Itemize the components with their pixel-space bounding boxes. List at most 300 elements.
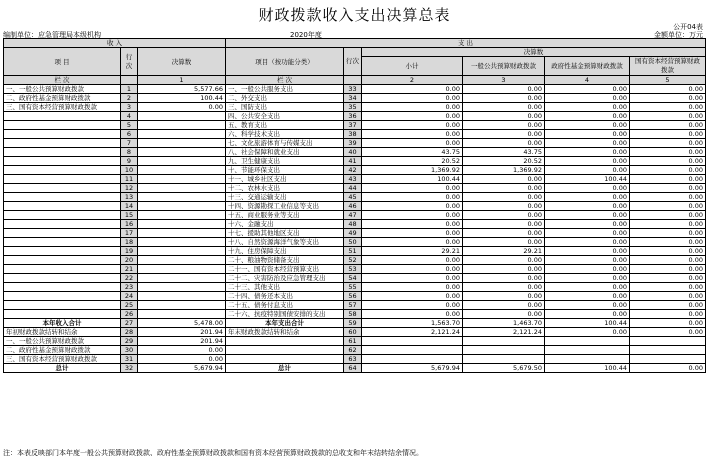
expense-subtotal: 0.00 [362,121,463,130]
table-row [4,112,706,121]
expense-subtotal: 0.00 [362,238,463,247]
col-label: 栏 次 [4,76,121,85]
table-row [4,256,706,265]
table-row [4,175,706,184]
expense-gov: 0.00 [545,139,630,148]
expense-item: 十六、金融支出 [226,220,344,229]
table-row [4,292,706,301]
expense-item: 六、科学技术支出 [226,130,344,139]
row-no2-header: 行次 [344,48,362,76]
gen-header: 一般公共预算财政拨款 [463,57,545,76]
table-row [4,130,706,139]
expense-row-no: 52 [344,256,362,265]
expense-gen [463,355,545,364]
income-item [4,166,121,175]
expense-gen: 0.00 [463,85,545,94]
expense-item: 七、文化旅游体育与传媒支出 [226,139,344,148]
expense-state: 0.00 [630,274,706,283]
income-value: 0.00 [138,346,226,355]
expense-group-header: 决算数 [362,48,706,57]
income-value [138,211,226,220]
expense-gen: 0.00 [463,202,545,211]
table-row [4,346,706,355]
expense-row-no: 60 [344,328,362,337]
expense-item: 二、外交支出 [226,94,344,103]
table-row [4,85,706,94]
income-row-no: 20 [121,256,138,265]
expense-gov: 0.00 [545,148,630,157]
table-row [4,328,706,337]
expense-row-no: 37 [344,121,362,130]
expense-state: 0.00 [630,202,706,211]
income-item: 年初财政拨款结转和结余 [4,328,121,337]
income-row-no: 14 [121,202,138,211]
expense-item: 一、一般公共服务支出 [226,85,344,94]
table-row [4,247,706,256]
expense-subtotal: 0.00 [362,283,463,292]
col-1: 1 [138,76,226,85]
expense-item: 年末财政拨款结转和结余 [226,328,344,337]
income-row-no: 19 [121,247,138,256]
expense-state: 0.00 [630,121,706,130]
income-row-no: 30 [121,346,138,355]
table-row [4,184,706,193]
gov-header: 政府性基金预算财政拨款 [545,57,630,76]
income-header: 收 入 [4,39,226,48]
expense-state: 0.00 [630,247,706,256]
income-row-no: 25 [121,301,138,310]
expense-item: 二十五、债务付息支出 [226,301,344,310]
expense-row-no: 54 [344,274,362,283]
income-item: 总计 [4,364,121,373]
income-row-no: 26 [121,310,138,319]
income-value [138,148,226,157]
column-label-row [4,76,706,85]
expense-gen: 0.00 [463,121,545,130]
income-value [138,193,226,202]
expense-row-no: 40 [344,148,362,157]
expense-subtotal: 29.21 [362,247,463,256]
income-row-no: 29 [121,337,138,346]
expense-gov: 0.00 [545,238,630,247]
income-value [138,247,226,256]
income-row-no: 16 [121,220,138,229]
income-item [4,274,121,283]
expense-subtotal: 0.00 [362,202,463,211]
expense-gen: 0.00 [463,283,545,292]
income-item [4,130,121,139]
expense-item: 十三、交通运输支出 [226,193,344,202]
income-item [4,247,121,256]
expense-gov: 0.00 [545,94,630,103]
income-value: 5,478.00 [138,319,226,328]
expense-gen: 1,369.92 [463,166,545,175]
table-row [4,121,706,130]
expense-gen: 0.00 [463,139,545,148]
expense-row-no: 50 [344,238,362,247]
expense-item: 本年支出合计 [226,319,344,328]
table-row [4,103,706,112]
expense-item: 八、社会保障和就业支出 [226,148,344,157]
income-row-no: 3 [121,103,138,112]
income-value [138,175,226,184]
income-item [4,148,121,157]
expense-row-no: 38 [344,130,362,139]
expense-state: 0.00 [630,301,706,310]
expense-state: 0.00 [630,292,706,301]
expense-row-no: 64 [344,364,362,373]
expense-subtotal: 0.00 [362,112,463,121]
expense-state: 0.00 [630,220,706,229]
expense-gov: 0.00 [545,211,630,220]
income-value [138,238,226,247]
expense-state: 0.00 [630,238,706,247]
expense-item: 二十二、灾害防治及应急管理支出 [226,274,344,283]
expense-state: 0.00 [630,211,706,220]
expense-state: 0.00 [630,166,706,175]
expense-gen: 0.00 [463,229,545,238]
expense-item: 二十四、债务还本支出 [226,292,344,301]
income-item [4,238,121,247]
table-row [4,337,706,346]
expense-row-no: 61 [344,337,362,346]
expense-gen: 0.00 [463,103,545,112]
expense-gen: 0.00 [463,265,545,274]
expense-subtotal: 2,121.24 [362,328,463,337]
expense-gen: 0.00 [463,256,545,265]
income-item [4,310,121,319]
expense-row-no: 43 [344,175,362,184]
expense-subtotal [362,355,463,364]
expense-row-no: 41 [344,157,362,166]
expense-state: 0.00 [630,265,706,274]
income-value [138,157,226,166]
expense-gov: 0.00 [545,301,630,310]
item-func-header: 项目（按功能分类） [226,48,344,76]
income-row-no: 18 [121,238,138,247]
expense-subtotal: 0.00 [362,220,463,229]
income-row-no: 7 [121,139,138,148]
expense-state: 0.00 [630,283,706,292]
income-row-no: 9 [121,157,138,166]
expense-item [226,355,344,364]
income-row-no: 11 [121,175,138,184]
income-item [4,157,121,166]
expense-gov: 0.00 [545,328,630,337]
expense-item: 四、公共安全支出 [226,112,344,121]
expense-gov: 0.00 [545,121,630,130]
table-row [4,274,706,283]
expense-subtotal: 0.00 [362,85,463,94]
expense-subtotal: 1,563.70 [362,319,463,328]
income-item [4,211,121,220]
expense-gov: 0.00 [545,274,630,283]
expense-item: 二十、粮油物资储备支出 [226,256,344,265]
fiscal-summary-table [3,38,706,373]
table-row [4,202,706,211]
expense-row-no: 35 [344,103,362,112]
income-value [138,274,226,283]
expense-subtotal: 0.00 [362,229,463,238]
expense-item: 三、国防支出 [226,103,344,112]
expense-gen [463,337,545,346]
income-item: 二、政府性基金预算财政拨款 [4,346,121,355]
col-2: 2 [362,76,463,85]
expense-gov [545,355,630,364]
income-item [4,220,121,229]
expense-row-no: 48 [344,220,362,229]
expense-state: 0.00 [630,193,706,202]
expense-item: 十二、农林水支出 [226,184,344,193]
expense-state: 0.00 [630,256,706,265]
expense-gen: 0.00 [463,310,545,319]
expense-subtotal: 0.00 [362,94,463,103]
expense-row-no: 56 [344,292,362,301]
expense-row-no: 53 [344,265,362,274]
income-row-no: 27 [121,319,138,328]
income-value [138,220,226,229]
expense-state: 0.00 [630,139,706,148]
income-item [4,301,121,310]
expense-item: 五、教育支出 [226,121,344,130]
expense-state: 0.00 [630,319,706,328]
expense-subtotal: 0.00 [362,265,463,274]
expense-row-no: 51 [344,247,362,256]
income-item [4,139,121,148]
income-value [138,112,226,121]
income-item [4,184,121,193]
expense-gov: 0.00 [545,220,630,229]
income-value: 0.00 [138,103,226,112]
expense-state [630,337,706,346]
income-row-no: 23 [121,283,138,292]
income-value [138,310,226,319]
income-row-no: 22 [121,274,138,283]
income-row-no: 5 [121,121,138,130]
expense-subtotal: 5,679.94 [362,364,463,373]
expense-state: 0.00 [630,85,706,94]
expense-item: 总计 [226,364,344,373]
expense-state: 0.00 [630,157,706,166]
income-row-no: 32 [121,364,138,373]
expense-gen [463,346,545,355]
income-item: 二、政府性基金预算财政拨款 [4,94,121,103]
income-item: 一、一般公共预算财政拨款 [4,337,121,346]
table-row [4,229,706,238]
expense-item: 十一、城乡社区支出 [226,175,344,184]
table-row [4,238,706,247]
expense-state: 0.00 [630,148,706,157]
expense-item: 九、卫生健康支出 [226,157,344,166]
currency-label: 金额单位：万元 [654,31,703,39]
expense-state [630,355,706,364]
expense-row-no: 33 [344,85,362,94]
expense-gen: 0.00 [463,184,545,193]
expense-gov: 0.00 [545,202,630,211]
expense-gov: 0.00 [545,184,630,193]
expense-gen: 5,679.50 [463,364,545,373]
expense-gov: 0.00 [545,283,630,292]
income-item [4,292,121,301]
expense-row-no: 59 [344,319,362,328]
col-3: 3 [463,76,545,85]
expense-gen: 0.00 [463,175,545,184]
expense-gov: 0.00 [545,247,630,256]
expense-subtotal: 0.00 [362,256,463,265]
income-value: 5,577.66 [138,85,226,94]
expense-gen: 0.00 [463,112,545,121]
income-value: 5,679.94 [138,364,226,373]
expense-item: 二十三、其他支出 [226,283,344,292]
expense-state [630,346,706,355]
table-row [4,355,706,364]
expense-subtotal: 0.00 [362,274,463,283]
expense-state: 0.00 [630,175,706,184]
income-item [4,256,121,265]
expense-gov: 0.00 [545,166,630,175]
table-row [4,94,706,103]
expense-row-no: 55 [344,283,362,292]
expense-subtotal: 1,369.92 [362,166,463,175]
income-value [138,130,226,139]
expense-row-no: 57 [344,301,362,310]
expense-item: 十八、自然资源海洋气象等支出 [226,238,344,247]
table-row [4,148,706,157]
income-value [138,229,226,238]
table-row [4,283,706,292]
income-row-no: 15 [121,211,138,220]
income-row-no: 17 [121,229,138,238]
expense-subtotal: 0.00 [362,292,463,301]
income-row-no: 24 [121,292,138,301]
income-item [4,202,121,211]
expense-item: 十、节能环保支出 [226,166,344,175]
expense-gen: 0.00 [463,238,545,247]
expense-gen: 20.52 [463,157,545,166]
table-row [4,139,706,148]
income-item [4,121,121,130]
income-value: 100.44 [138,94,226,103]
income-item [4,265,121,274]
table-row [4,364,706,373]
expense-item [226,337,344,346]
income-item [4,112,121,121]
expense-subtotal: 0.00 [362,103,463,112]
table-row [4,265,706,274]
state-header: 国有资本经营预算财政拨款 [630,57,706,76]
expense-item: 十五、商业服务业等支出 [226,211,344,220]
income-item [4,175,121,184]
income-row-no: 1 [121,85,138,94]
expense-gov: 0.00 [545,112,630,121]
expense-gen: 0.00 [463,292,545,301]
income-value [138,301,226,310]
expense-gen: 0.00 [463,220,545,229]
expense-gov: 0.00 [545,157,630,166]
income-row-no: 13 [121,193,138,202]
expense-state: 0.00 [630,328,706,337]
expense-row-no: 42 [344,166,362,175]
expense-row-no: 63 [344,355,362,364]
income-item [4,283,121,292]
expense-gen: 29.21 [463,247,545,256]
subtotal-header: 小计 [362,57,463,76]
expense-subtotal: 20.52 [362,157,463,166]
expense-subtotal [362,337,463,346]
expense-gen: 0.00 [463,211,545,220]
expense-gov [545,346,630,355]
income-row-no: 21 [121,265,138,274]
expense-row-no: 44 [344,184,362,193]
income-item: 三、国有资本经营预算财政拨款 [4,355,121,364]
expense-row-no: 62 [344,346,362,355]
expense-subtotal: 0.00 [362,139,463,148]
income-row-no: 2 [121,94,138,103]
table-row [4,157,706,166]
expense-gov: 0.00 [545,292,630,301]
expense-state: 0.00 [630,103,706,112]
income-item: 本年收入合计 [4,319,121,328]
table-row [4,193,706,202]
expense-state: 0.00 [630,184,706,193]
expense-state: 0.00 [630,130,706,139]
income-value [138,265,226,274]
income-value: 201.94 [138,328,226,337]
income-row-no: 10 [121,166,138,175]
expense-gov: 100.44 [545,319,630,328]
expense-gov: 100.44 [545,364,630,373]
header-row-2 [4,48,706,57]
header-row-1 [4,39,706,48]
expense-row-no: 47 [344,211,362,220]
expense-gov: 0.00 [545,310,630,319]
expense-gov: 0.00 [545,193,630,202]
expense-subtotal: 0.00 [362,193,463,202]
table-row [4,211,706,220]
item-header: 项 目 [4,48,121,76]
col-5: 5 [630,76,706,85]
expense-state: 0.00 [630,229,706,238]
expense-subtotal: 0.00 [362,211,463,220]
table-row [4,220,706,229]
expense-item: 二十一、国有资本经营预算支出 [226,265,344,274]
income-row-no: 28 [121,328,138,337]
expense-subtotal: 0.00 [362,130,463,139]
footnote: 注：本表反映部门本年度一般公共预算财政拨款、政府性基金预算财政拨款和国有资本经营预算财政拨款的总收支和年末结转结余情况。 [3,449,423,457]
table-row [4,166,706,175]
expense-subtotal: 0.00 [362,301,463,310]
table-row [4,310,706,319]
income-value [138,184,226,193]
expense-gen: 0.00 [463,94,545,103]
expense-item: 十四、资源勘探工业信息等支出 [226,202,344,211]
expense-subtotal: 100.44 [362,175,463,184]
table-row [4,301,706,310]
expense-row-no: 39 [344,139,362,148]
expense-gen: 0.00 [463,274,545,283]
expense-gen: 43.75 [463,148,545,157]
row-no-header: 行次 [121,48,138,76]
income-value [138,256,226,265]
income-row-no: 8 [121,148,138,157]
expense-row-no: 46 [344,202,362,211]
income-value: 0.00 [138,355,226,364]
expense-gen: 0.00 [463,301,545,310]
expense-row-no: 45 [344,193,362,202]
expense-subtotal: 0.00 [362,184,463,193]
expense-state: 0.00 [630,364,706,373]
expense-gov: 0.00 [545,103,630,112]
